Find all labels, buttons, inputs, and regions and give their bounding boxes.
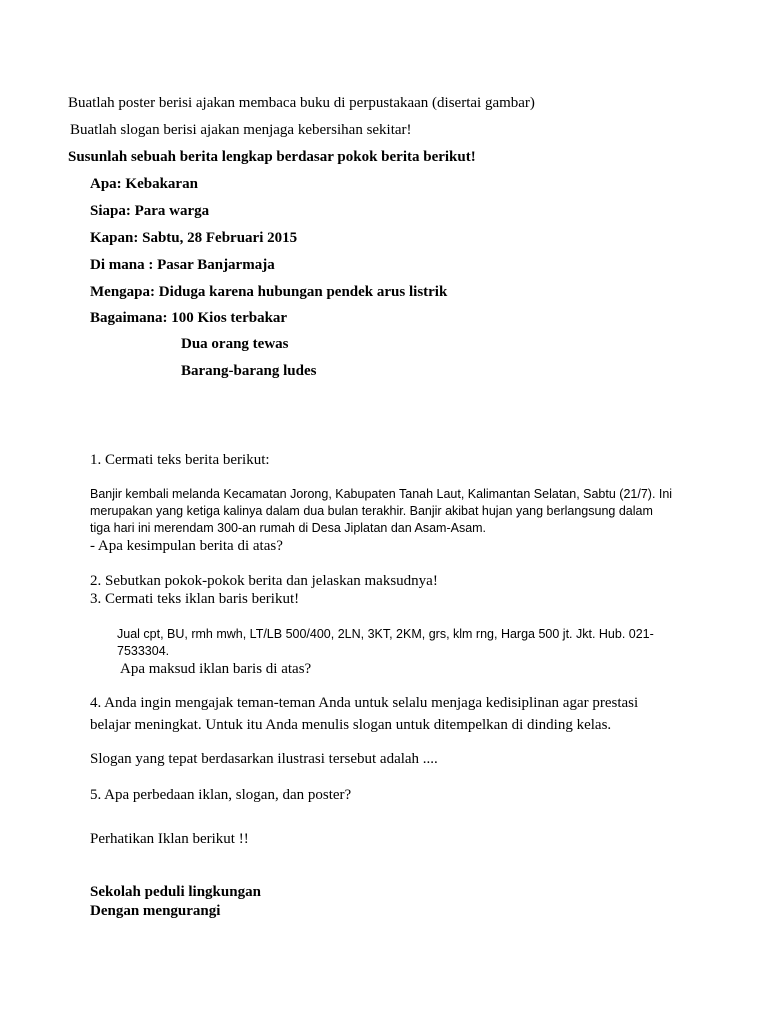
question-1-text-line1: Banjir kembali melanda Kecamatan Jorong, Kabupaten Tanah Laut, Kalimantan Selatan, Sabtu (21/7). Ini (90, 487, 673, 501)
ad-intro: Perhatikan Iklan berikut !! (90, 831, 249, 847)
news-point-kapan: Kapan: Sabtu, 28 Februari 2015 (90, 230, 298, 246)
ad-line-2: Dengan mengurangi (90, 903, 221, 919)
task-slogan: Buatlah slogan berisi ajakan menjaga kebersihan sekitar! (70, 122, 412, 138)
question-1: 1. Cermati teks berita berikut: (90, 452, 270, 468)
question-1-text-line2: merupakan yang ketiga kalinya dalam dua bulan terakhir. Banjir akibat hujan yang berlangsung dalam (90, 504, 653, 518)
question-1-ask: - Apa kesimpulan berita di atas? (90, 538, 283, 554)
task-news: Susunlah sebuah berita lengkap berdasar pokok berita berikut! (68, 149, 476, 165)
question-4: 4. Anda ingin mengajak teman-teman Anda untuk selalu menjaga kedisiplinan agar prestasi belajar meningkat. Untuk itu Anda menulis slogan untuk ditempelkan di dinding kelas. (90, 695, 639, 733)
news-point-siapa: Siapa: Para warga (90, 203, 210, 219)
news-point-apa: Apa: Kebakaran (90, 176, 198, 192)
news-point-dimana: Di mana : Pasar Banjarmaja (90, 257, 275, 273)
news-point-bagaimana-2: Dua orang tewas (181, 336, 289, 352)
question-3-ad-line2: 7533304. (117, 644, 170, 658)
question-3-ad-line1: Jual cpt, BU, rmh mwh, LT/LB 500/400, 2LN, 3KT, 2KM, grs, klm rng, Harga 500 jt. Jkt. Hub. 021- (117, 627, 654, 641)
news-point-mengapa: Mengapa: Diduga karena hubungan pendek arus listrik (90, 284, 448, 300)
news-point-bagaimana-3: Barang-barang ludes (181, 363, 317, 379)
question-4-ask: Slogan yang tepat berdasarkan ilustrasi tersebut adalah .... (90, 751, 438, 767)
question-2: 2. Sebutkan pokok-pokok berita dan jelaskan maksudnya! (90, 573, 438, 589)
question-3-ask: Apa maksud iklan baris di atas? (120, 661, 312, 677)
question-3: 3. Cermati teks iklan baris berikut! (90, 591, 300, 607)
news-point-bagaimana: Bagaimana: 100 Kios terbakar (90, 310, 288, 326)
question-5: 5. Apa perbedaan iklan, slogan, dan poster? (90, 787, 352, 803)
ad-line-1: Sekolah peduli lingkungan (90, 884, 261, 900)
task-poster: Buatlah poster berisi ajakan membaca buku di perpustakaan (disertai gambar) (68, 95, 535, 111)
question-1-text-line3: tiga hari ini merendam 300-an rumah di Desa Jiplatan dan Asam-Asam. (90, 521, 487, 535)
